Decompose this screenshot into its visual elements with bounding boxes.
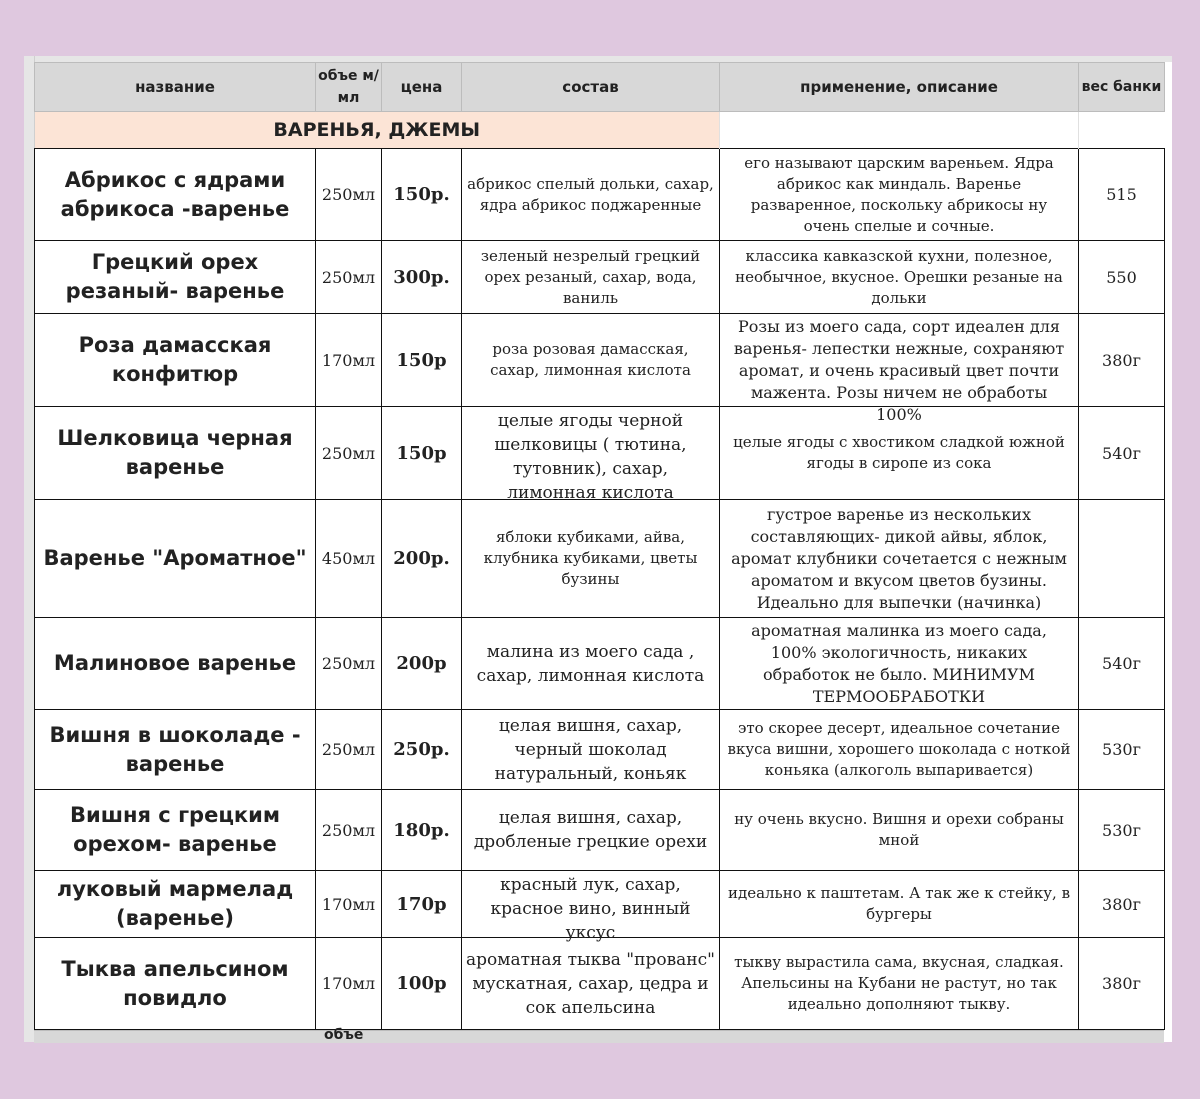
item-weight <box>1079 938 1165 1030</box>
spreadsheet-sheet <box>24 56 1172 1042</box>
table-row <box>35 500 1165 618</box>
item-description-text: классика кавказской кухни, полезное, необычное, вкусное. Орешки резаные на дольки <box>735 246 1063 307</box>
item-description-text: это скорее десерт, идеальное сочетание вкуса вишни, хорошего шоколада с ноткой коньяка (алкоголь выпаривается) <box>727 719 1071 779</box>
item-price-text: 170р <box>396 893 447 915</box>
item-description <box>720 500 1079 618</box>
item-volume <box>316 500 382 618</box>
item-description <box>720 314 1079 424</box>
item-description <box>720 149 1079 241</box>
item-price-text: 300р. <box>393 266 450 288</box>
item-price <box>382 618 462 710</box>
item-volume-text: 250мл <box>321 185 376 204</box>
item-price-text: 100р <box>396 973 447 994</box>
table-row <box>35 790 1165 871</box>
item-description <box>720 618 1079 710</box>
item-volume <box>316 314 382 407</box>
item-composition <box>462 500 720 618</box>
section-title: ВАРЕНЬЯ, ДЖЕМЫ <box>35 112 720 149</box>
item-composition-text: целая вишня, сахар, черный шоколад натуральный, коньяк <box>494 715 687 784</box>
item-volume <box>316 790 382 871</box>
item-weight <box>1079 149 1165 241</box>
item-description <box>720 790 1079 871</box>
header-description: применение, описание <box>720 63 1079 112</box>
item-name-text: Варенье "Ароматное" <box>43 546 307 570</box>
item-price <box>382 790 462 871</box>
item-volume <box>316 938 382 1030</box>
item-price-text: 180р. <box>393 819 450 841</box>
header-name: название <box>35 63 316 112</box>
item-price-text: 200р. <box>393 548 450 569</box>
item-volume <box>316 710 382 790</box>
item-price <box>382 710 462 790</box>
item-price <box>382 938 462 1030</box>
item-volume-text: 250мл <box>321 654 376 673</box>
table-row <box>35 314 1165 407</box>
item-price-text: 150р <box>396 349 447 371</box>
item-description-text: Розы из моего сада, сорт идеален для варенья- лепестки нежные, сохраняют аромат, и очень красивый цвет почти мажента. Розы ничем не обработы 100% <box>733 316 1065 424</box>
item-composition <box>462 790 720 871</box>
item-name-text: Вишня с грецким орехом- варенье <box>69 803 281 856</box>
item-composition <box>462 407 720 503</box>
item-name-text: Абрикос с ядрами абрикоса -варенье <box>60 167 290 221</box>
item-description-text: ну очень вкусно. Вишня и орехи собраны мной <box>734 810 1064 849</box>
item-weight-text: 530г <box>1102 740 1141 759</box>
item-volume <box>316 407 382 500</box>
item-name-text: Шелковица черная варенье <box>57 426 293 479</box>
item-volume-text: 170мл <box>321 350 376 370</box>
item-volume-text: 250мл <box>321 443 376 463</box>
item-name <box>35 314 316 407</box>
item-name-text: Вишня в шоколаде - варенье <box>49 722 301 776</box>
table-row <box>35 871 1165 938</box>
item-weight <box>1079 710 1165 790</box>
table-row <box>35 618 1165 710</box>
item-weight <box>1079 407 1165 500</box>
table-row <box>35 938 1165 1030</box>
item-weight <box>1079 241 1165 314</box>
item-name <box>35 710 316 790</box>
item-composition <box>462 710 720 790</box>
item-weight-text: 540г <box>1102 654 1141 673</box>
items-body <box>35 149 1165 1030</box>
item-weight <box>1079 871 1165 938</box>
item-name <box>35 149 316 241</box>
item-name <box>35 618 316 710</box>
item-description-text: тыкву вырастила сама, вкусная, сладкая. Апельсины на Кубани не растут, но так идеально дополняют тыкву. <box>734 953 1064 1013</box>
item-composition-text: ароматная тыква "прованс" мускатная, сахар, цедра и сок апельсина <box>466 949 715 1018</box>
item-name-text: Роза дамасская конфитюр <box>78 333 272 386</box>
item-name-text: Тыква апельсином повидло <box>61 956 289 1010</box>
item-weight-text: 380г <box>1102 974 1141 993</box>
section-row <box>35 112 1165 149</box>
item-description <box>720 871 1079 938</box>
item-price <box>382 241 462 314</box>
item-price-text: 150р <box>396 442 447 464</box>
item-composition <box>462 938 720 1030</box>
item-weight <box>1079 314 1165 407</box>
item-volume <box>316 149 382 241</box>
item-volume <box>316 871 382 938</box>
item-weight-text: 540г <box>1102 443 1141 463</box>
item-name <box>35 790 316 871</box>
item-price-text: 250р. <box>393 739 450 760</box>
item-composition-text: яблоки кубиками, айва, клубника кубиками, цветы бузины <box>483 528 698 588</box>
item-composition <box>462 149 720 241</box>
item-description <box>720 710 1079 790</box>
item-composition <box>462 618 720 710</box>
item-description-text: его называют царским вареньем. Ядра абрикос как миндаль. Варенье разваренное, поскольку абрикосы ну очень спелые и сочные. <box>744 153 1054 235</box>
item-weight <box>1079 618 1165 710</box>
item-price <box>382 500 462 618</box>
item-name <box>35 500 316 618</box>
item-weight-text: 380г <box>1102 350 1141 370</box>
item-weight <box>1079 790 1165 871</box>
item-name-text: Грецкий орех резаный- варенье <box>65 250 285 303</box>
table-row <box>35 710 1165 790</box>
cut-header-fragment: объе <box>324 1027 364 1043</box>
item-composition-text: красный лук, сахар, красное вино, винный уксус <box>490 874 691 943</box>
item-volume-text: 250мл <box>321 740 376 759</box>
item-weight-text: 380г <box>1102 894 1141 914</box>
item-composition-text: зеленый незрелый грецкий орех резаный, сахар, вода, ваниль <box>480 246 701 307</box>
item-name-text: луковый мармелад (варенье) <box>56 877 294 930</box>
item-volume-text: 250мл <box>321 820 376 840</box>
item-volume-text: 250мл <box>321 267 376 287</box>
item-name <box>35 241 316 314</box>
item-price <box>382 314 462 407</box>
header-weight: вес банки <box>1079 63 1165 112</box>
item-description-text: целые ягоды с хвостиком сладкой южной ягоды в сиропе из сока <box>733 433 1065 472</box>
header-volume: объе м/мл <box>316 63 382 112</box>
item-price-text: 200р <box>396 653 447 674</box>
item-volume <box>316 241 382 314</box>
table-row <box>35 241 1165 314</box>
item-volume-text: 170мл <box>321 974 376 993</box>
item-name <box>35 871 316 938</box>
header-row <box>35 63 1165 112</box>
item-description-text: идеально к паштетам. А так же к стейку, в бургеры <box>727 884 1071 923</box>
item-description <box>720 938 1079 1030</box>
item-weight <box>1079 500 1165 618</box>
cut-off-header-row <box>34 1027 1164 1043</box>
item-name <box>35 407 316 500</box>
item-name <box>35 938 316 1030</box>
item-description-text: ароматная малинка из моего сада, 100% экологичность, никаких обработок не было. МИНИМУМ ТЕРМООБРАБОТКИ <box>751 620 1047 706</box>
item-composition-text: целая вишня, сахар, дробленые грецкие орехи <box>473 808 708 852</box>
item-composition-text: роза розовая дамасская, сахар, лимонная кислота <box>490 340 691 379</box>
item-price-text: 150р. <box>393 184 450 205</box>
item-volume-text: 170мл <box>321 894 376 914</box>
header-composition: состав <box>462 63 720 112</box>
item-composition <box>462 241 720 314</box>
item-volume-text: 450мл <box>321 549 376 568</box>
item-weight-text: 530г <box>1102 820 1141 840</box>
item-weight-text: 515 <box>1106 185 1137 204</box>
price-list-table <box>34 62 1165 1030</box>
table-row <box>35 407 1165 500</box>
table-row <box>35 149 1165 241</box>
item-composition-text: абрикос спелый дольки, сахар, ядра абрикос поджаренные <box>467 174 714 214</box>
item-composition <box>462 871 720 943</box>
item-price <box>382 407 462 500</box>
item-description-text: густрое варенье из нескольких составляющих- дикой айвы, яблок, аромат клубники сочетается с нежным ароматом и вкусом цветов бузины. Идеально для выпечки (начинка) <box>731 504 1067 612</box>
item-description <box>720 241 1079 314</box>
item-composition <box>462 314 720 407</box>
item-composition-text: целые ягоды черной шелковицы ( тютина, тутовник), сахар, лимонная кислота <box>494 410 687 503</box>
item-weight-text: 550 <box>1106 267 1137 287</box>
item-price <box>382 871 462 938</box>
header-price: цена <box>382 63 462 112</box>
item-volume <box>316 618 382 710</box>
item-price <box>382 149 462 241</box>
item-composition-text: малина из моего сада , сахар, лимонная кислота <box>476 641 705 686</box>
item-name-text: Малиновое варенье <box>53 651 297 675</box>
